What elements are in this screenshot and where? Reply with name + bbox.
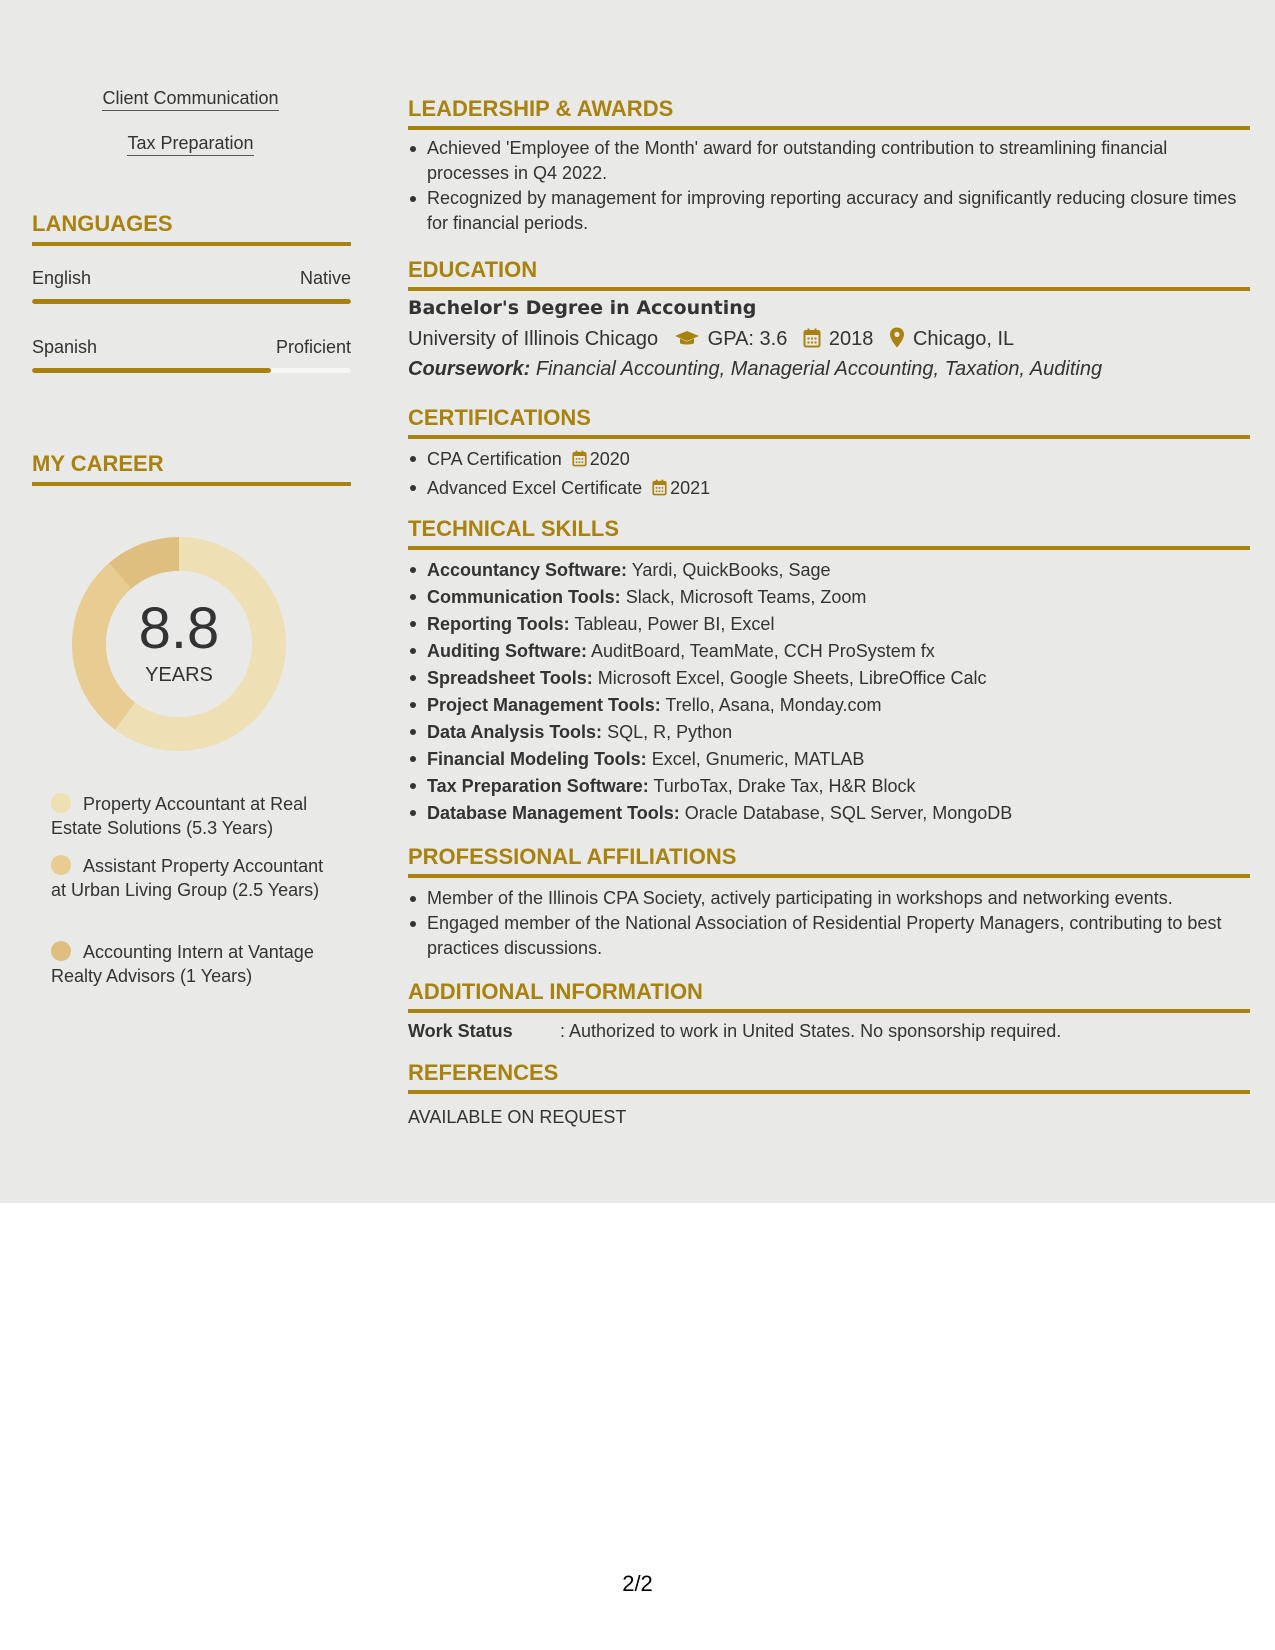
language-name: Spanish	[32, 337, 98, 357]
career-total-years: 8.8	[138, 596, 220, 661]
list-item	[408, 692, 1250, 719]
certifications-list	[408, 446, 1250, 504]
skill-category: Tax Preparation Software:	[427, 776, 649, 796]
list-item	[408, 638, 1250, 665]
work-status-value: : Authorized to work in United States. No sponsorship required.	[560, 1021, 1062, 1041]
certification-year: 2021	[670, 478, 711, 498]
legend-dot	[51, 793, 71, 813]
language-row	[32, 337, 351, 377]
language-level: Native	[299, 268, 351, 288]
skill-values: Yardi, QuickBooks, Sage	[631, 560, 831, 580]
skill-values: Oracle Database, SQL Server, MongoDB	[684, 803, 1013, 823]
skill-values: Trello, Asana, Monday.com	[665, 695, 882, 715]
skill-values: SQL, R, Python	[607, 722, 733, 742]
skill-category: Project Management Tools:	[427, 695, 661, 715]
career-legend-item	[51, 854, 331, 902]
technical-skills-list	[408, 557, 1250, 827]
certification-year: 2020	[589, 449, 630, 469]
graduation-cap-icon	[674, 330, 700, 354]
affiliations-heading: PROFESSIONAL AFFILIATIONS	[408, 844, 1250, 878]
calendar-icon	[652, 477, 667, 504]
legend-dot	[51, 855, 71, 875]
language-row	[32, 268, 351, 308]
skill-category: Spreadsheet Tools:	[427, 668, 593, 688]
skill-values: Excel, Gnumeric, MATLAB	[651, 749, 865, 769]
technical-skills-heading: TECHNICAL SKILLS	[408, 516, 1250, 550]
school-location: Chicago, IL	[912, 328, 1015, 350]
skill-tag	[0, 88, 381, 109]
career-legend-label: Property Accountant at Real Estate Solutions (5.3 Years)	[51, 794, 308, 838]
skill-tag-text: Tax Preparation	[127, 133, 253, 156]
list-item	[408, 773, 1250, 800]
list-item	[408, 475, 1250, 504]
languages-heading: LANGUAGES	[32, 211, 351, 246]
list-item: Recognized by management for improving reporting accuracy and significantly reducing closure times for financial periods.	[408, 186, 1250, 236]
additional-info-heading: ADDITIONAL INFORMATION	[408, 979, 1250, 1013]
degree-title: Bachelor's Degree in Accounting	[408, 297, 757, 319]
language-level: Proficient	[275, 337, 351, 357]
skill-category: Reporting Tools:	[427, 614, 570, 634]
references-heading: REFERENCES	[408, 1060, 1250, 1094]
gpa: GPA: 3.6	[707, 328, 788, 350]
coursework-list: Financial Accounting, Managerial Accounting, Taxation, Auditing	[535, 358, 1103, 380]
skill-category: Auditing Software:	[427, 641, 587, 661]
career-total-unit: YEARS	[145, 664, 213, 686]
skill-values: Tableau, Power BI, Excel	[574, 614, 775, 634]
affiliations-list	[408, 886, 1250, 961]
leadership-heading: LEADERSHIP & AWARDS	[408, 96, 1250, 130]
language-bar-fill	[32, 299, 351, 304]
education-meta	[408, 327, 1014, 354]
page-number: 2/2	[622, 1571, 653, 1596]
school-name: University of Illinois Chicago	[408, 328, 659, 350]
work-status-label: Work Status	[408, 1021, 513, 1041]
list-item: Achieved 'Employee of the Month' award for outstanding contribution to streamlining financial processes in Q4 2022.	[408, 136, 1250, 186]
skill-tag-text: Client Communication	[102, 88, 278, 111]
language-bar	[32, 368, 351, 373]
skill-category: Accountancy Software:	[427, 560, 628, 580]
list-item	[408, 446, 1250, 475]
certification-name: Advanced Excel Certificate	[427, 478, 643, 498]
skill-values: TurboTax, Drake Tax, H&R Block	[653, 776, 916, 796]
skill-values: AuditBoard, TeamMate, CCH ProSystem fx	[591, 641, 935, 661]
language-bar	[32, 299, 351, 304]
list-item	[408, 800, 1250, 827]
legend-dot	[51, 941, 71, 961]
graduation-year: 2018	[828, 328, 874, 350]
certification-name: CPA Certification	[427, 449, 562, 469]
skill-category: Database Management Tools:	[427, 803, 680, 823]
skill-category: Communication Tools:	[427, 587, 621, 607]
career-legend-item	[51, 940, 331, 988]
career-heading: MY CAREER	[32, 451, 351, 486]
calendar-icon	[572, 448, 587, 475]
list-item	[408, 557, 1250, 584]
career-legend-item	[51, 792, 331, 840]
skill-values: Microsoft Excel, Google Sheets, LibreOffice Calc	[597, 668, 987, 688]
list-item: Engaged member of the National Association of Residential Property Managers, contributing to best practices discussions.	[408, 911, 1250, 961]
language-name: English	[32, 268, 92, 288]
education-heading: EDUCATION	[408, 257, 1250, 291]
coursework-label: Coursework:	[408, 358, 531, 380]
list-item	[408, 746, 1250, 773]
references-text: AVAILABLE ON REQUEST	[408, 1107, 627, 1127]
skill-tag	[0, 133, 381, 154]
skill-values: Slack, Microsoft Teams, Zoom	[625, 587, 867, 607]
coursework	[408, 358, 1102, 381]
location-pin-icon	[889, 327, 905, 354]
list-item	[408, 584, 1250, 611]
career-legend-label: Assistant Property Accountant at Urban Living Group (2.5 Years)	[51, 856, 324, 900]
calendar-icon	[803, 328, 821, 354]
career-legend-label: Accounting Intern at Vantage Realty Advisors (1 Years)	[51, 942, 314, 986]
list-item	[408, 719, 1250, 746]
list-item	[408, 611, 1250, 638]
skill-category: Data Analysis Tools:	[427, 722, 603, 742]
leadership-list	[408, 136, 1250, 236]
list-item	[408, 665, 1250, 692]
certifications-heading: CERTIFICATIONS	[408, 405, 1250, 439]
skill-category: Financial Modeling Tools:	[427, 749, 647, 769]
language-bar-fill	[32, 368, 271, 373]
list-item: Member of the Illinois CPA Society, actively participating in workshops and networking events.	[408, 886, 1250, 911]
